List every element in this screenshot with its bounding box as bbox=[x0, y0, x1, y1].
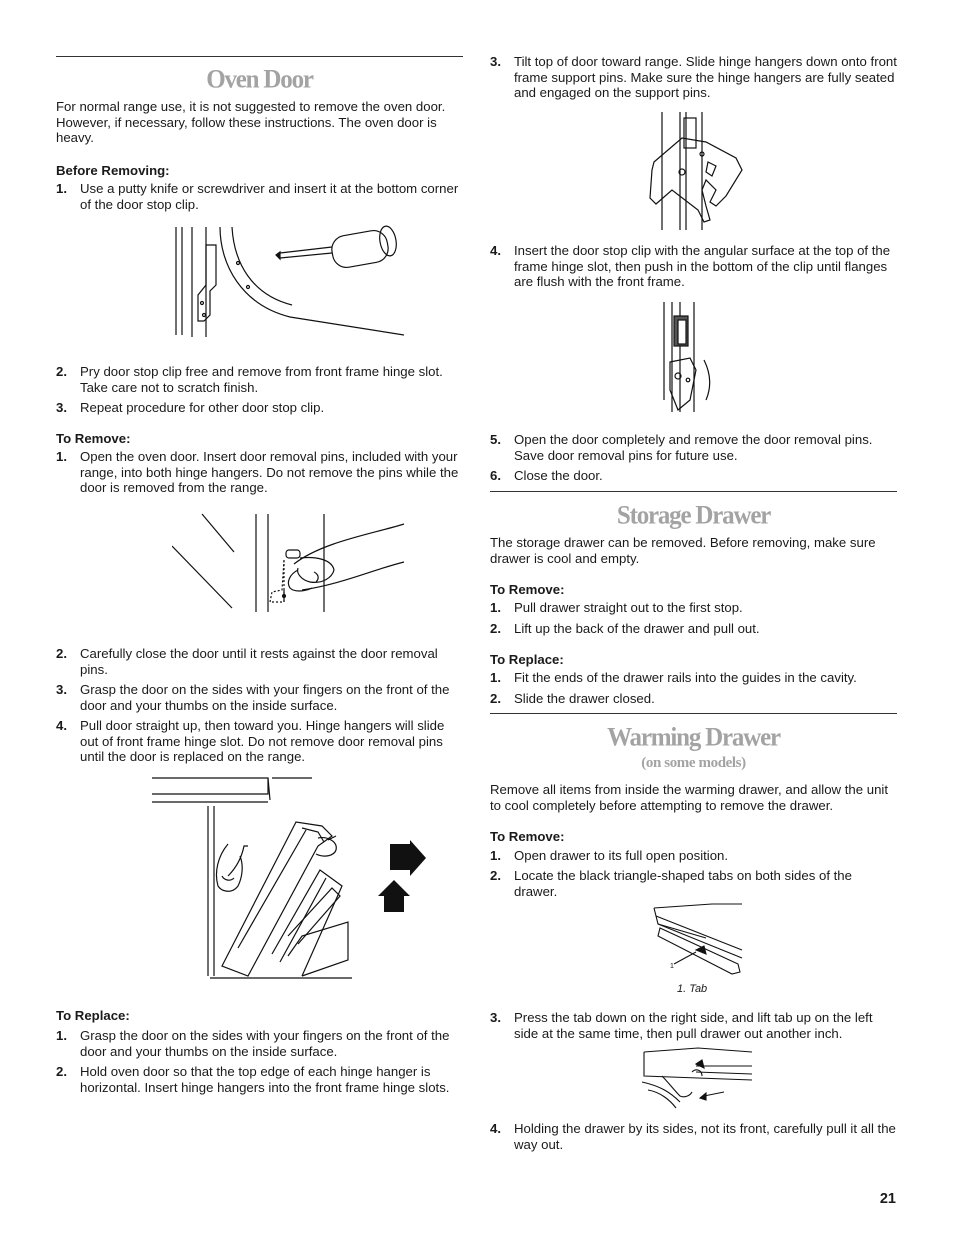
drawer-pull-illustration bbox=[640, 1046, 756, 1112]
warming-drawer-subtitle: (on some models) bbox=[641, 755, 746, 771]
door-stop-clip-illustration bbox=[660, 300, 720, 414]
drawer-tab-illustration bbox=[646, 902, 746, 978]
storage-drawer-intro: The storage drawer can be removed. Before removing, make sure drawer is cool and empty. bbox=[490, 535, 876, 566]
warming-drawer-title: Warming Drawer bbox=[607, 723, 780, 752]
arrow-icon bbox=[376, 840, 430, 912]
warming-drawer-intro: Remove all items from inside the warming drawer, and allow the unit to cool completely before attempting to remove the drawer. bbox=[490, 782, 889, 813]
oven-door-title: Oven Door bbox=[206, 65, 313, 94]
tab-caption: 1. Tab bbox=[677, 983, 708, 995]
oven-door-lift-illustration bbox=[152, 776, 376, 984]
oven-door-intro: For normal range use, it is not suggested to remove the oven door. However, if necessary, follow these instructions. The oven door is heavy. bbox=[56, 99, 446, 146]
hinge-hanger-illustration bbox=[646, 110, 746, 232]
warming-to-remove-heading: To Remove: bbox=[490, 829, 565, 844]
before-removing-heading: Before Removing: bbox=[56, 163, 170, 178]
screwdriver-illustration bbox=[172, 225, 404, 341]
page-number: 21 bbox=[879, 1191, 896, 1207]
to-remove-heading: To Remove: bbox=[56, 431, 131, 446]
section-divider bbox=[56, 56, 463, 57]
hand-removal-pin-illustration bbox=[172, 512, 408, 612]
storage-to-remove-heading: To Remove: bbox=[490, 582, 565, 597]
to-replace-heading: To Replace: bbox=[56, 1008, 130, 1023]
storage-to-replace-heading: To Replace: bbox=[490, 652, 564, 667]
storage-drawer-title: Storage Drawer bbox=[616, 501, 771, 530]
section-divider bbox=[490, 713, 897, 714]
section-divider bbox=[490, 491, 897, 492]
tab-callout-number: 1 bbox=[670, 963, 674, 970]
